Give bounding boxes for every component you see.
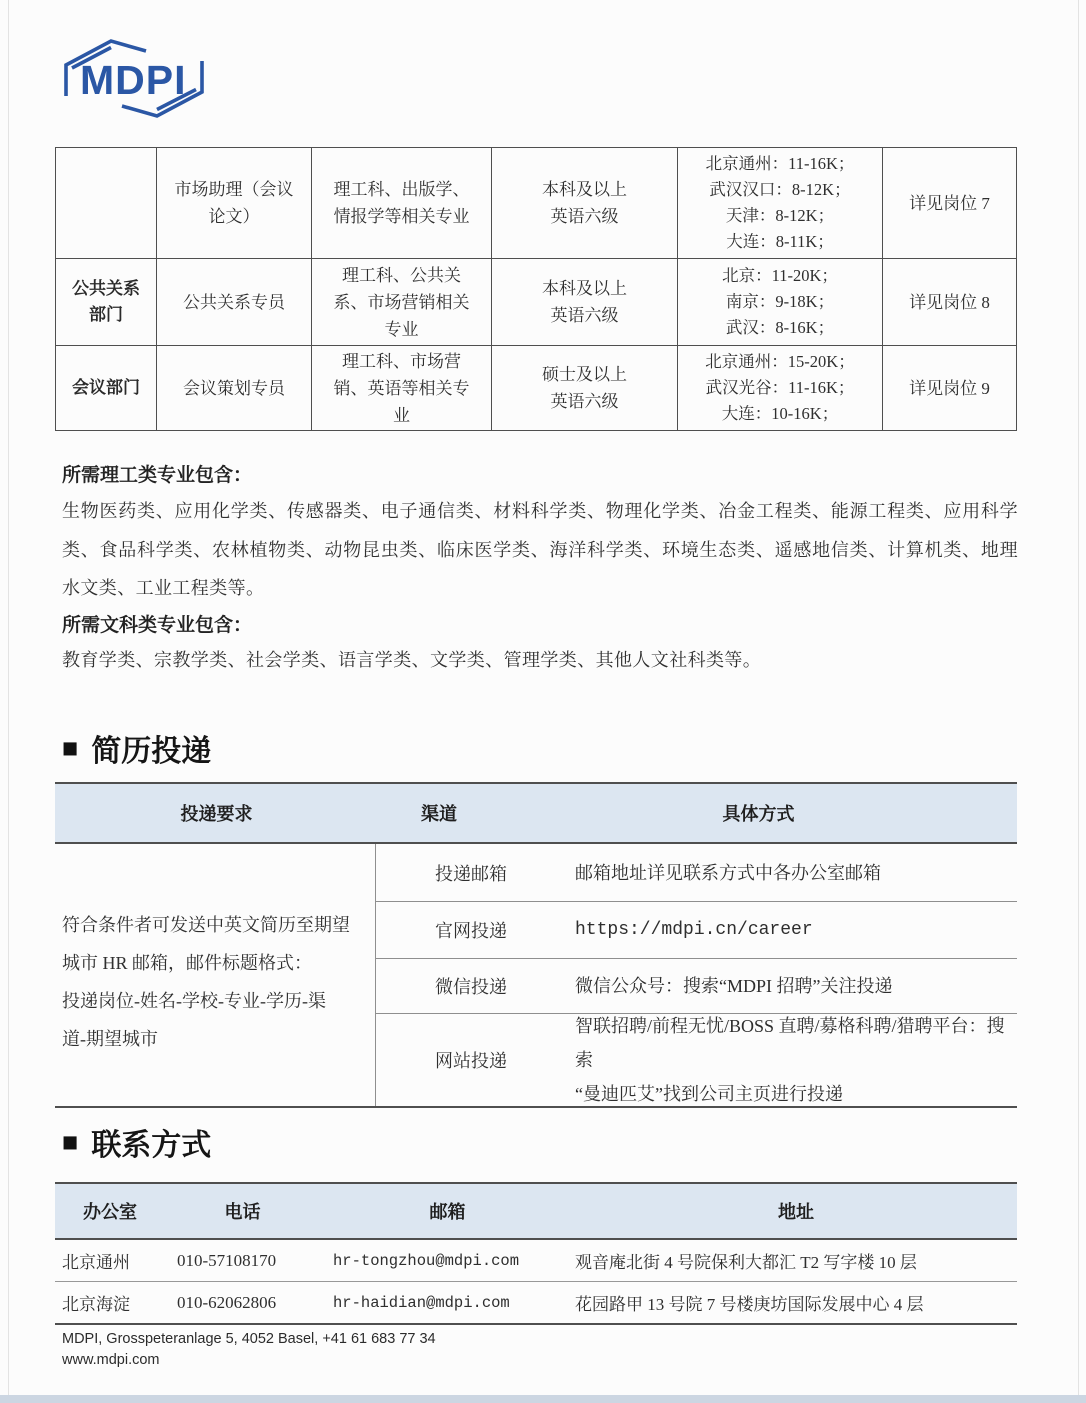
table-row (56, 345, 1016, 430)
detail-cell: 详见岗位 8 (882, 259, 1016, 345)
detail-cell: 详见岗位 7 (882, 148, 1016, 258)
resume-row-email (380, 844, 1017, 901)
resume-table-body (55, 844, 1017, 1108)
channel-label: 投递邮箱 (435, 863, 507, 884)
contact-row-tongzhou (55, 1240, 1017, 1281)
science-majors-list: 生物医药类、应用化学类、传感器类、电子通信类、材料科学类、物理化学类、冶金工程类、能源工程类、应用科学类、食品科学类、农林植物类、动物昆虫类、临床医学类、海洋科学类、环境生态类、遥感地信类、计算机类、地理水文类、工业工程类等。 (62, 501, 1018, 598)
education-cell: 硕士及以上 英语六级 (491, 346, 677, 430)
resume-section-heading (62, 726, 211, 770)
header-method: 具体方式 (722, 804, 795, 824)
table-row (56, 148, 1016, 258)
position-cell: 公共关系专员 (156, 259, 311, 345)
header-email: 邮箱 (429, 1202, 466, 1222)
header-phone: 电话 (224, 1202, 261, 1222)
salary-cell: 北京：11-20K； 南京：9-18K； 武汉：8-16K； (677, 259, 882, 345)
resume-row-website-official (380, 901, 1017, 958)
requirement-cell: 符合条件者可发送中英文简历至期望 城市 HR 邮箱，邮件标题格式： 投递岗位-姓名-学校-专业-学历-渠 道-期望城市 (62, 915, 350, 1049)
page-edge-right (1078, 0, 1079, 1403)
channel-label: 网站投递 (435, 1050, 507, 1071)
detail-cell: 详见岗位 9 (882, 346, 1016, 430)
majors-cell: 理工科、市场营 销、英语等相关专 业 (311, 346, 491, 430)
resume-row-wechat (380, 958, 1017, 1013)
career-url: https://mdpi.cn/career (575, 919, 813, 940)
resume-row-job-sites (380, 1013, 1017, 1106)
dept-cell: 公共关系 部门 (72, 279, 140, 324)
position-cell: 会议策划专员 (156, 346, 311, 430)
salary-cell: 北京通州：15-20K； 武汉光谷：11-16K； 大连：10-16K； (677, 346, 882, 430)
method-text: 智联招聘/前程无忧/BOSS 直聘/募格科聘/猎聘平台：搜索 “曼迪匹艾”找到公司主页进行投递 (575, 1015, 1005, 1104)
page-footer (62, 1329, 436, 1371)
email-address: hr-tongzhou@mdpi.com (333, 1251, 520, 1270)
contact-section-heading (62, 1120, 211, 1164)
office-address: 观音庵北街 4 号院保利大都汇 T2 写字楼 10 层 (575, 1253, 917, 1272)
email-address: hr-haidian@mdpi.com (333, 1293, 510, 1312)
contact-section-title: 联系方式 (91, 1129, 212, 1162)
majors-cell: 理工科、公共关 系、市场营销相关 专业 (311, 259, 491, 345)
method-text: 微信公众号：搜索“MDPI 招聘”关注投递 (575, 975, 893, 996)
bottom-accent-bar (0, 1395, 1086, 1403)
table-row (56, 258, 1016, 345)
phone-number: 010-62062806 (177, 1292, 277, 1312)
position-cell: 市场助理（会议 论文） (156, 148, 311, 258)
contact-row-haidian (55, 1281, 1017, 1323)
contact-table-body (55, 1240, 1017, 1325)
section-bullet-icon: ■ (62, 732, 79, 763)
footer-address: MDPI, Grosspeteranlage 5, 4052 Basel, +41 61 683 77 34 (62, 1331, 436, 1347)
column-divider (375, 844, 376, 1106)
channel-label: 微信投递 (435, 976, 507, 997)
header-requirement: 投递要求 (180, 804, 253, 824)
header-channel: 渠道 (421, 804, 457, 824)
resume-section-title: 简历投递 (91, 735, 212, 768)
education-cell: 本科及以上 英语六级 (491, 148, 677, 258)
dept-cell-empty (56, 148, 156, 258)
header-office: 办公室 (83, 1202, 137, 1222)
office-name: 北京海淀 (62, 1295, 130, 1314)
office-name: 北京通州 (62, 1253, 130, 1272)
channel-label: 官网投递 (435, 920, 507, 941)
contact-table-header (55, 1182, 1017, 1240)
phone-number: 010-57108170 (177, 1250, 277, 1270)
method-text: 邮箱地址详见联系方式中各办公室邮箱 (575, 862, 881, 883)
education-cell: 本科及以上 英语六级 (491, 259, 677, 345)
section-bullet-icon: ■ (62, 1126, 79, 1157)
header-address: 地址 (778, 1202, 814, 1222)
footer-website: www.mdpi.com (62, 1352, 160, 1368)
arts-majors-heading: 所需文科类专业包含： (62, 615, 253, 636)
arts-majors-list: 教育学类、宗教学类、社会学类、语言学类、文学类、管理学类、其他人文社科类等。 (62, 650, 762, 670)
office-address: 花园路甲 13 号院 7 号楼庚坊国际发展中心 4 层 (575, 1295, 924, 1314)
positions-table (55, 147, 1017, 431)
page-edge-left (8, 0, 9, 1403)
majors-cell: 理工科、出版学、 情报学等相关专业 (311, 148, 491, 258)
resume-table-header (55, 782, 1017, 844)
salary-cell: 北京通州：11-16K； 武汉汉口：8-12K； 天津：8-12K； 大连：8-11K； (677, 148, 882, 258)
dept-cell: 会议部门 (72, 378, 140, 397)
mdpi-logo-text: MDPI (80, 57, 187, 103)
mdpi-logo (56, 34, 212, 122)
science-majors-heading: 所需理工类专业包含： (62, 465, 253, 486)
